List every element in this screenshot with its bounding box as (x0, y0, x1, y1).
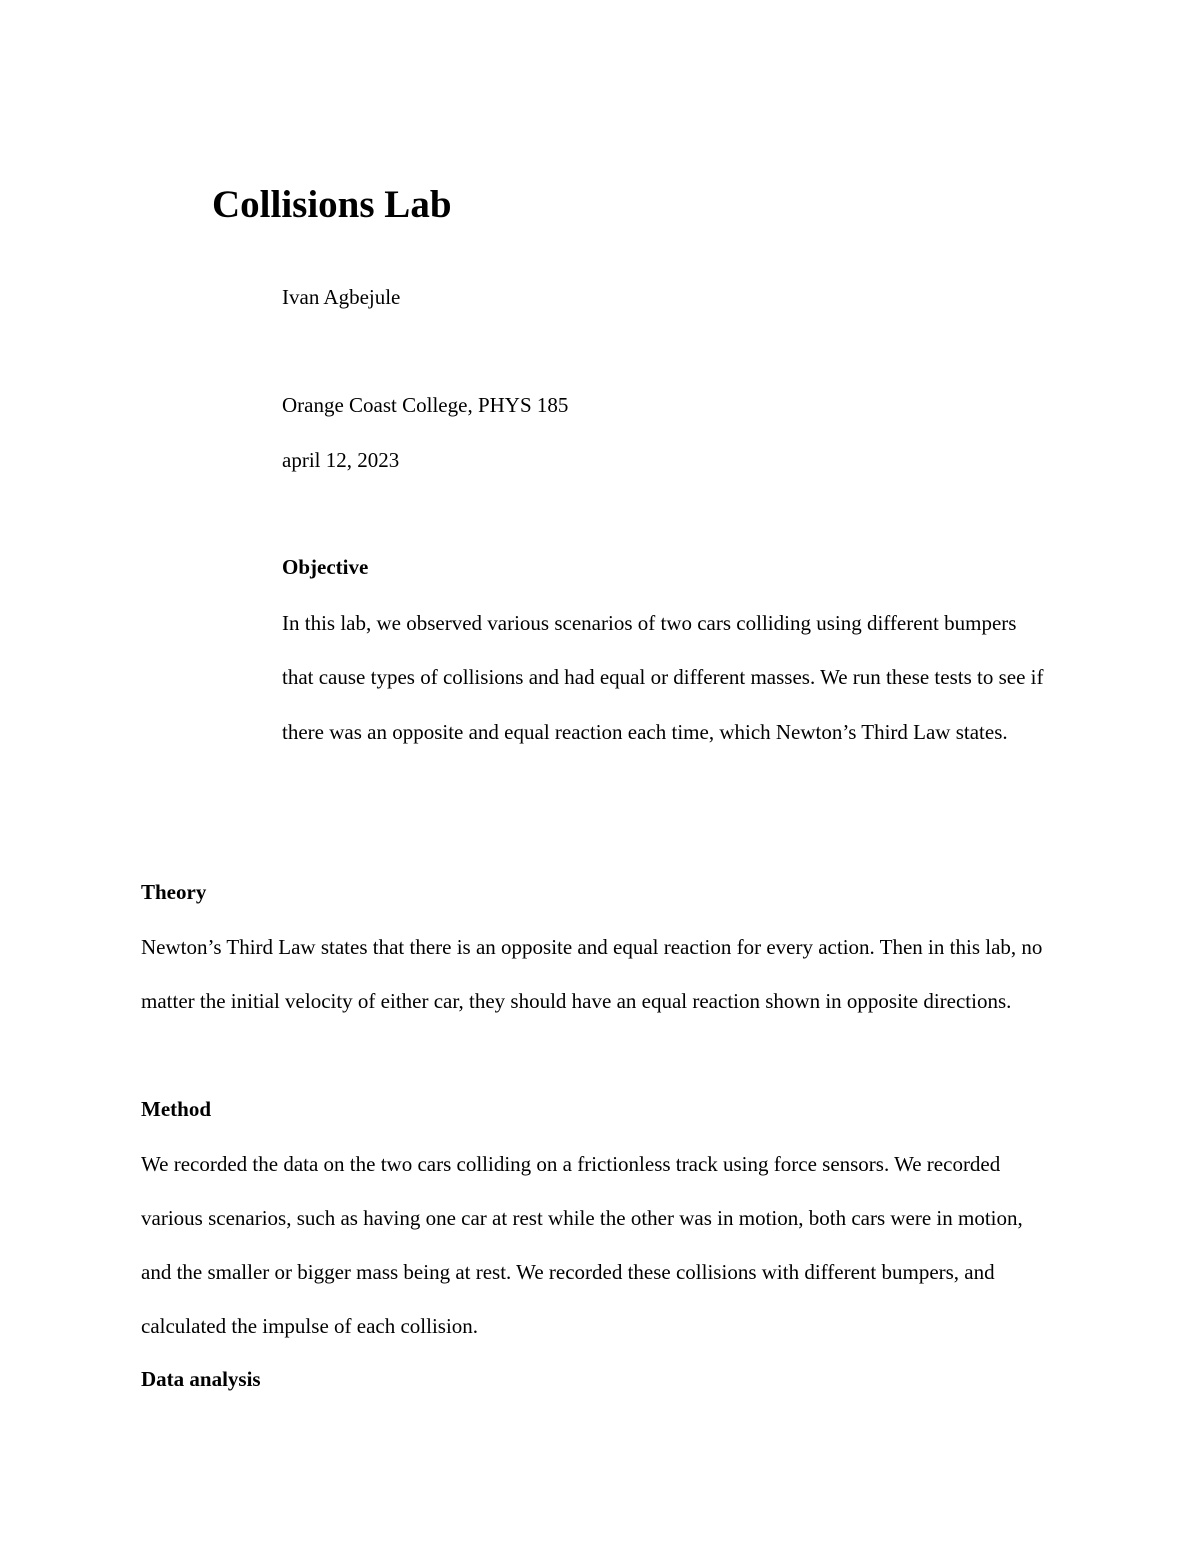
data-analysis-heading: Data analysis (141, 1367, 261, 1391)
author-name: Ivan Agbejule (282, 285, 401, 309)
page-title: Collisions Lab (212, 183, 452, 226)
method-heading: Method (141, 1097, 211, 1121)
report-date: april 12, 2023 (282, 448, 400, 472)
theory-paragraph: Newton’s Third Law states that there is an opposite and equal reaction for every action. Then in this lab, no matter the initial velocity of either car, they should have an equal reaction shown in opposite directions. (141, 935, 1043, 1013)
objective-heading: Objective (282, 555, 369, 579)
institution-course: Orange Coast College, PHYS 185 (282, 393, 569, 417)
method-paragraph: We recorded the data on the two cars colliding on a frictionless track using force sensors. We recorded various scenarios, such as having one car at rest while the other was in motion, both cars were in motion, and the smaller or bigger mass being at rest. We recorded these collisions with different bumpers, and calculated the impulse of each collision. (141, 1152, 1023, 1338)
objective-paragraph: In this lab, we observed various scenarios of two cars colliding using different bumpers that cause types of collisions and had equal or different masses. We run these tests to see if there was an opposite and equal reaction each time, which Newton’s Third Law states. (282, 611, 1044, 744)
theory-heading: Theory (141, 880, 207, 904)
